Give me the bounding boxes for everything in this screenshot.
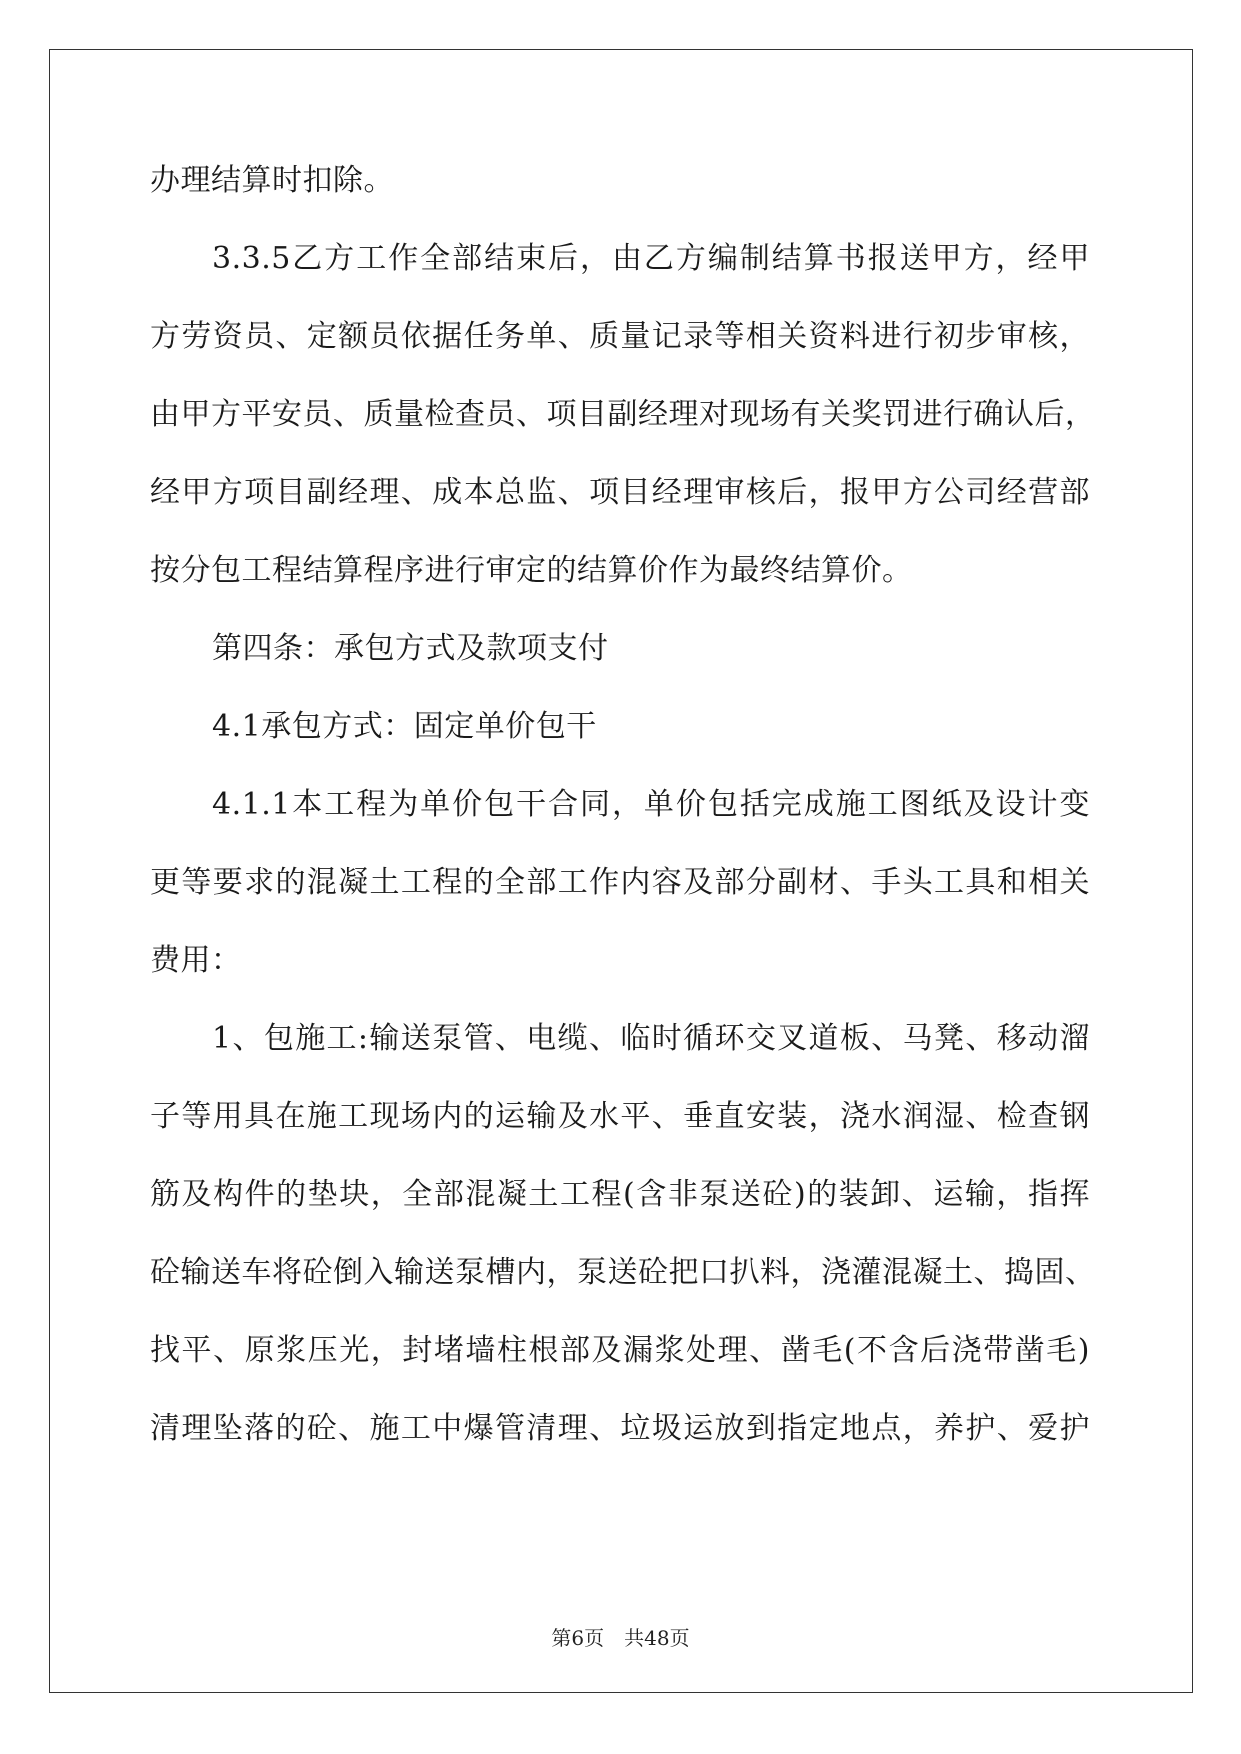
text-line: 方劳资员、定额员依据任务单、质量记录等相关资料进行初步审核， <box>150 319 1090 354</box>
text-line: 按分包工程结算程序进行审定的结算价作为最终结算价。 <box>150 553 913 588</box>
document-body <box>150 142 1096 1468</box>
text-line: 筋及构件的垫块，全部混凝土工程(含非泵送砼)的装卸、运输，指挥 <box>150 1177 1090 1212</box>
text-line: 由甲方平安员、质量检查员、项目副经理对现场有关奖罚进行确认后， <box>150 397 1096 432</box>
text-line: 更等要求的混凝土工程的全部工作内容及部分副材、手头工具和相关 <box>150 865 1090 900</box>
text-line: 砼输送车将砼倒入输送泵槽内，泵送砼把口扒料，浇灌混凝土、捣固、 <box>150 1255 1096 1290</box>
text-line: 1、包施工:输送泵管、电缆、临时循环交叉道板、马凳、移动溜 <box>212 1021 1090 1056</box>
text-line: 费用： <box>150 943 242 978</box>
text-line: 3.3.5乙方工作全部结束后，由乙方编制结算书报送甲方，经甲 <box>212 241 1090 276</box>
page-number: 第6页 共48页 <box>551 1626 690 1650</box>
subsection-heading: 4.1承包方式：固定单价包干 <box>212 709 597 744</box>
text-line: 清理坠落的砼、施工中爆管清理、垃圾运放到指定地点，养护、爱护 <box>150 1411 1090 1446</box>
text-line: 子等用具在施工现场内的运输及水平、垂直安装，浇水润湿、检查钢 <box>150 1099 1090 1134</box>
text-line: 经甲方项目副经理、成本总监、项目经理审核后，报甲方公司经营部 <box>150 475 1090 510</box>
text-line: 办理结算时扣除。 <box>150 163 394 198</box>
section-heading: 第四条：承包方式及款项支付 <box>212 631 609 666</box>
text-line: 4.1.1本工程为单价包干合同，单价包括完成施工图纸及设计变 <box>212 787 1090 822</box>
text-line: 找平、原浆压光，封堵墙柱根部及漏浆处理、凿毛(不含后浇带凿毛) <box>150 1333 1090 1368</box>
